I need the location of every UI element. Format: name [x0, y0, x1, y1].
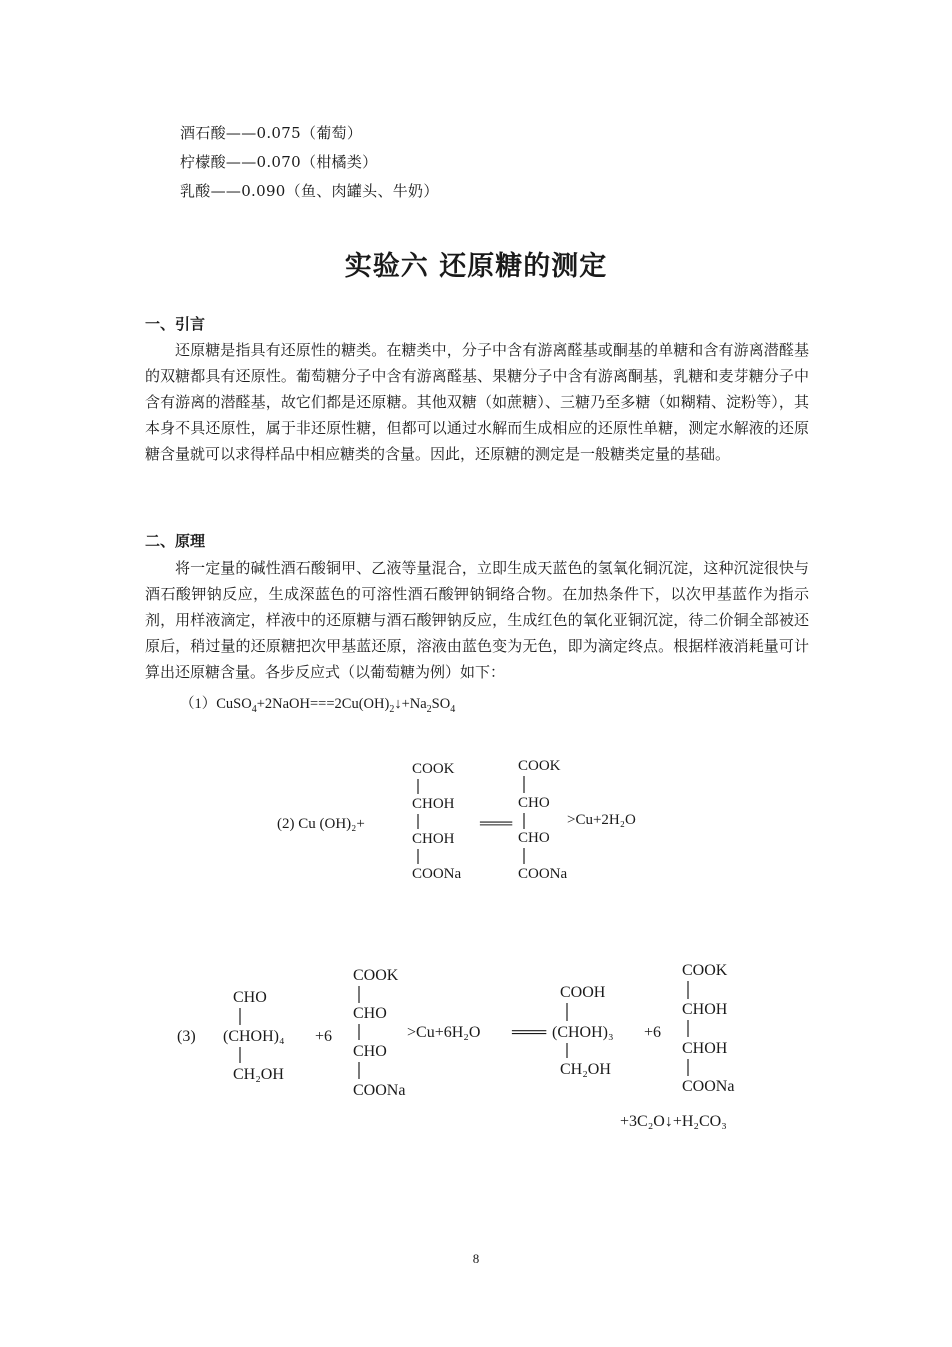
eq3-complex-3: COONa [353, 1082, 406, 1099]
acid-line-citric: 柠檬酸——0.070（柑橘类） [180, 153, 378, 171]
eq3-complex-0: COOK [353, 967, 399, 984]
eq2-label: (2) Cu (OH)₂+ [277, 816, 365, 832]
eq2-left-3: COONa [412, 866, 462, 882]
section-text-intro: 还原糖是指具有还原性的糖类。在糖类中，分子中含有游离醛基或酮基的单糖和含有游离潜醛基的双糖都具有还原性。葡萄糖分子中含有游离醛基、果糖分子中含有游离酮基，乳糖和麦芽糖分子中含有游离的潜醛基，故它们都是还原糖。其他双糖（如蔗糖）、三糖乃至多糖（如糊精、淀粉等），其本身不具还原性，属于非还原性糖，但都可以通过水解而生成相应的还原性单糖，测定水解液的还原糖含量就可以求得样品中相应糖类的含量。因此，还原糖的测定是一般糖类定量的基础。 [145, 341, 809, 463]
eq3-label: (3) [177, 1028, 196, 1045]
eq2-left-0: COOK [412, 761, 455, 777]
eq3-gluconic-2: CH₂OH [560, 1061, 611, 1078]
eq3-tartrate-0: COOK [682, 962, 728, 979]
section-heading-intro: 一、引言 [145, 315, 206, 333]
page-title: 实验六 还原糖的测定 [344, 251, 608, 282]
eq3-complex-1: CHO [353, 1005, 387, 1022]
eq2-right-0: COOK [518, 758, 561, 774]
eq3-glucose-2: CH₂OH [233, 1066, 284, 1083]
eq3-tail: +3C₂O↓+H₂CO₃ [620, 1113, 727, 1130]
eq3-arrow: ═ [509, 1024, 548, 1041]
eq3-glucose-1: (CHOH)₄ [223, 1028, 285, 1045]
eq3-tartrate-3: COONa [682, 1078, 735, 1095]
eq3-gluconic-0: COOH [560, 984, 606, 1001]
equation-1: $(1)CuSO_4+2NaOH===2Cu(OH)_2↓+Na_2SO_4$ [180, 696, 456, 715]
eq3-gluconic-1: (CHOH)₃ [552, 1024, 614, 1041]
eq2-right-2: CHO [518, 830, 550, 846]
eq3-complex-2: CHO [353, 1043, 387, 1060]
eq2-right-1: CHO [518, 795, 550, 811]
eq3-plus6-a: +6 [315, 1028, 333, 1045]
section-heading-principle: 二、原理 [145, 532, 206, 550]
equation-3 [0, 955, 952, 1135]
page-number: 8 [472, 1251, 480, 1266]
eq3-plus6-b: +6 [644, 1024, 662, 1041]
eq2-arrow: ═ [476, 816, 514, 832]
section-text-principle: 将一定量的碱性酒石酸铜甲、乙液等量混合，立即生成天蓝色的氢氧化铜沉淀，这种沉淀很快与酒石酸钾钠反应，生成深蓝色的可溶性酒石酸钾钠铜络合物。在加热条件下，以次甲基蓝作为指示剂，用样液滴定，样液中的还原糖与酒石酸钾钠反应，生成红色的氧化亚铜沉淀，待二价铜全部被还原后，稍过量的还原糖把次甲基蓝还原，溶液由蓝色变为无色，即为滴定终点。根据样液消耗量可计算出还原糖含量。各步反应式（以葡萄糖为例）如下： [145, 559, 809, 681]
eq3-glucose-0: CHO [233, 989, 267, 1006]
eq2-left-2: CHOH [412, 831, 455, 847]
equation-2 [0, 750, 952, 890]
acid-line-tartaric: 酒石酸——0.075（葡萄） [180, 124, 363, 142]
eq2-left-1: CHOH [412, 796, 455, 812]
eq2-right-3: COONa [518, 866, 568, 882]
eq2-product: >Cu+2H₂O [567, 812, 636, 828]
eq3-tartrate-2: CHOH [682, 1040, 728, 1057]
eq3-product: >Cu+6H₂O [407, 1024, 481, 1041]
acid-line-lactic: 乳酸——0.090（鱼、肉罐头、牛奶） [180, 182, 439, 200]
eq3-tartrate-1: CHOH [682, 1001, 728, 1018]
